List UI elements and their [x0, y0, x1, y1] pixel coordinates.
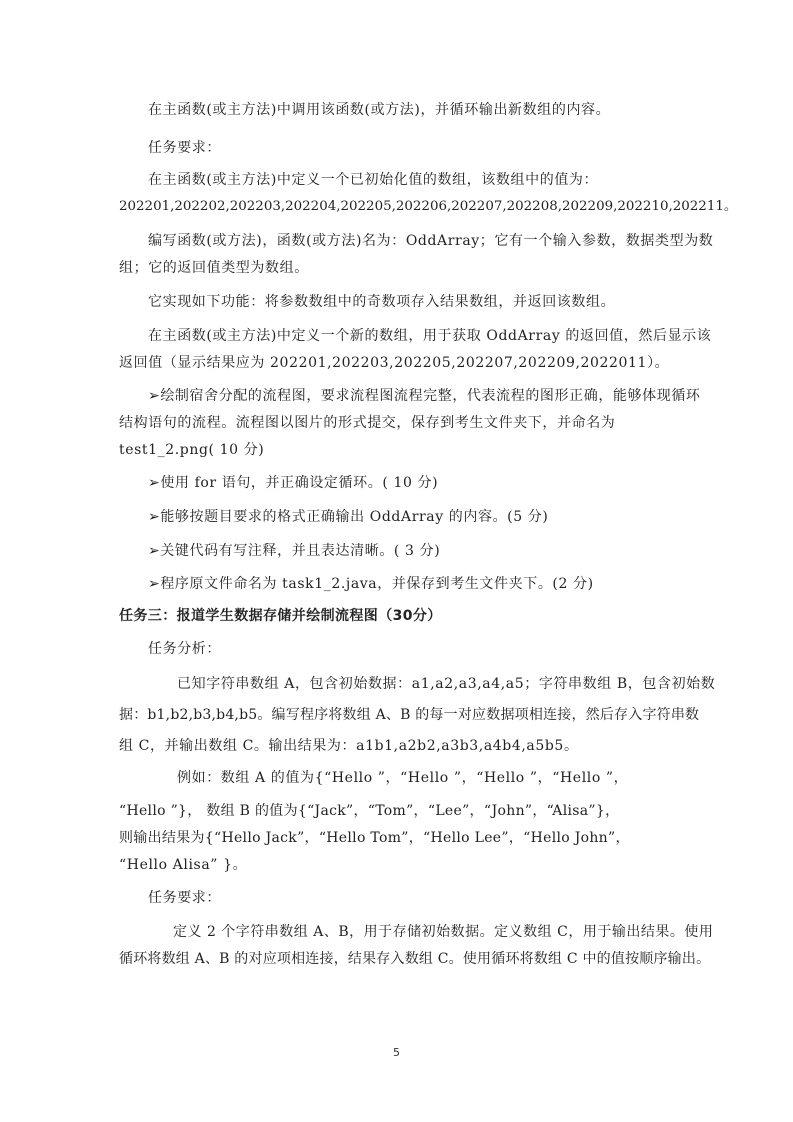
paragraph-array-b: 据：b1,b2,b3,b4,b5。编写程序将数组 A、B 的每一对应数据项相连接，然后存入字符串数 [119, 707, 700, 723]
paragraph-write-function: 编写函数(或方法)，函数(或方法)名为：OddArray；它有一个输入参数，数据类型为数 [148, 233, 714, 249]
heading-task-requirements-2: 任务要求： [148, 890, 221, 906]
paragraph-define-strings: 定义 2 个字符串数组 A、B，用于存储初始数据。定义数组 C，用于输出结果。使用 [173, 924, 714, 940]
bullet-flowchart-file: test1_2.png( 10 分) [119, 442, 265, 458]
paragraph-example-result: 则输出结果为{“Hello Jack”，“Hello Tom”，“Hello Lee”，“Hello John”， [119, 830, 630, 846]
paragraph-example-a: 例如：数组 A 的值为{“Hello ”，“Hello ”，“Hello ”，“Hello ”， [177, 770, 629, 786]
heading-task-analysis: 任务分析： [148, 641, 221, 657]
heading-task-requirements: 任务要求： [148, 140, 221, 156]
paragraph-new-array: 在主函数(或主方法)中定义一个新的数组，用于获取 OddArray 的返回值，然后显示该 [148, 328, 712, 344]
bullet-for-loop: ➢使用 for 语句，并正确设定循环。( 10 分) [148, 475, 439, 491]
paragraph-return-type: 组；它的返回值类型为数组。 [119, 260, 309, 276]
bullet-file-name: ➢程序原文件命名为 task1_2.java，并保存到考生文件夹下。(2 分) [148, 576, 594, 592]
bullet-comments: ➢关键代码有写注释，并且表达清晰。( 3 分) [148, 543, 441, 559]
paragraph-array-values: 202201,202202,202203,202204,202205,202206,202207,202208,202209,202210,202211。 [119, 199, 738, 214]
paragraph-define-array: 在主函数(或主方法)中定义一个已初始化值的数组，该数组中的值为： [148, 172, 599, 188]
paragraph-expected-result: 返回值（显示结果应为 202201,202203,202205,202207,202209,2022011）。 [119, 355, 670, 371]
paragraph-known-arrays: 已知字符串数组 A，包含初始数据：a1,a2,a3,a4,a5；字符串数组 B，包含初始数 [177, 676, 716, 692]
bullet-flowchart: ➢绘制宿舍分配的流程图，要求流程图流程完整，代表流程的图形正确，能够体现循环 [148, 388, 701, 404]
paragraph-example-b: “Hello ”}， 数组 B 的值为{“Jack”，“Tom”，“Lee”，“John”，“Alisa”}， [119, 803, 620, 819]
section-title-task-three: 任务三：报道学生数据存储并绘制流程图（30分） [119, 608, 442, 624]
bullet-flowchart-cont: 结构语句的流程。流程图以图片的形式提交，保存到考生文件夹下，并命名为 [119, 415, 616, 431]
paragraph-loop-output: 循环将数组 A、B 的对应项相连接，结果存入数组 C。使用循环将数组 C 中的值按顺序输出。 [119, 951, 711, 967]
page-number: 5 [393, 1046, 400, 1059]
paragraph-example-result-end: “Hello Alisa” }。 [119, 857, 248, 873]
paragraph-array-c: 组 C，并输出数组 C。输出结果为：a1b1,a2b2,a3b3,a4b4,a5b5。 [119, 738, 579, 754]
bullet-output-format: ➢能够按题目要求的格式正确输出 OddArray 的内容。(5 分) [148, 509, 549, 525]
paragraph-call-function: 在主函数(或主方法)中调用该函数(或方法)，并循环输出新数组的内容。 [148, 102, 611, 118]
paragraph-function-feature: 它实现如下功能：将参数数组中的奇数项存入结果数组，并返回该数组。 [148, 294, 616, 310]
